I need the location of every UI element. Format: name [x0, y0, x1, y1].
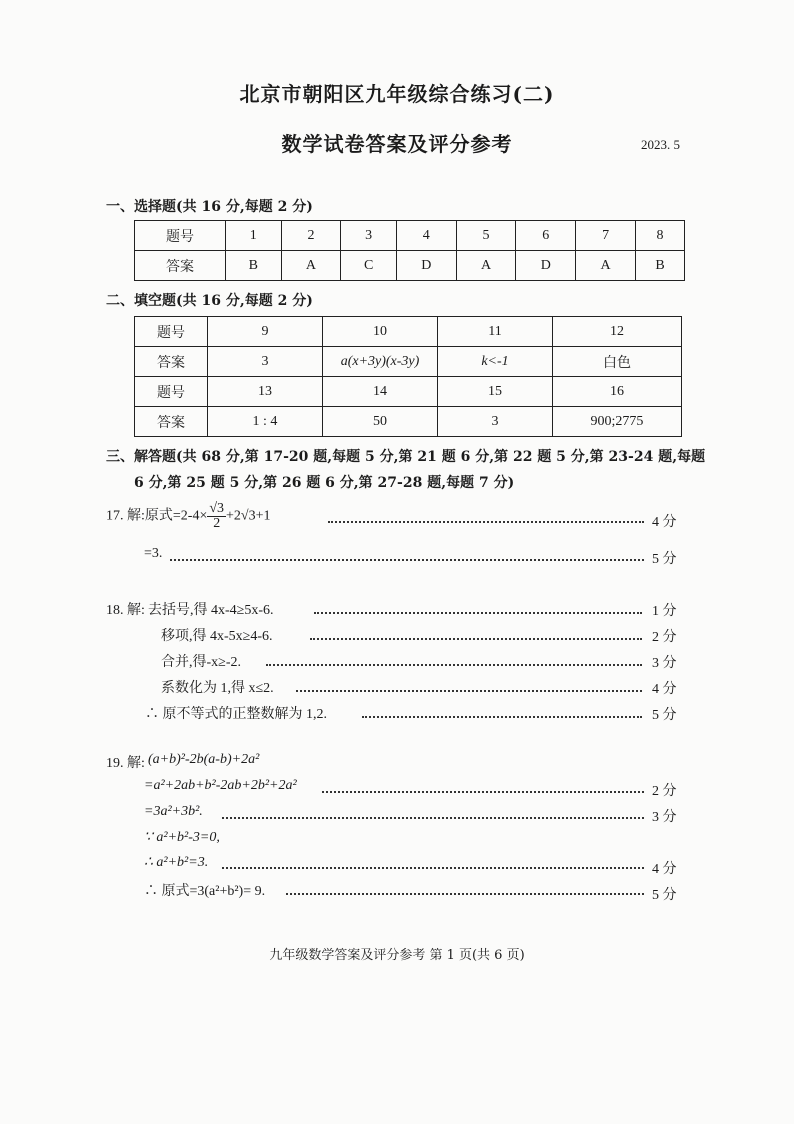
section1-table [134, 220, 685, 281]
section2-answer-row [135, 347, 682, 377]
leader-dots [170, 559, 644, 561]
section2-answer-row [135, 407, 682, 437]
q17-fraction [207, 502, 226, 531]
section2-question-row [135, 377, 682, 407]
q17-fraction-denominator: 2 [213, 516, 221, 531]
table-cell: 12 [553, 317, 682, 347]
q17-tail: +2√3+1 [226, 508, 271, 524]
table-cell: B [636, 251, 685, 281]
table-cell: 13 [208, 377, 323, 407]
table-cell: 4 [396, 221, 456, 251]
table-cell: 1 : 4 [208, 407, 323, 437]
section2-table [134, 316, 682, 437]
table-cell: a(x+3y)(x-3y) [323, 347, 438, 377]
q17-score1: 4 分 [652, 515, 677, 530]
table-cell: k<-1 [438, 347, 553, 377]
q19-score: 5 分 [652, 888, 677, 903]
table-cell: D [516, 251, 576, 281]
row-label: 答案 [135, 251, 226, 281]
leader-dots [222, 817, 644, 819]
row-label: 答案 [135, 347, 208, 377]
q17-fraction-numerator: √3 [209, 501, 225, 516]
leader-dots [286, 893, 644, 895]
document-subtitle: 数学试卷答案及评分参考 [281, 132, 513, 156]
section2-heading: 二、填空题(共 16 分,每题 2 分) [106, 293, 313, 309]
q19-score: 3 分 [652, 810, 677, 825]
page-footer: 九年级数学答案及评分参考 第 1 页(共 6 页) [269, 948, 525, 963]
section1-answer-row [135, 251, 685, 281]
q18-line: ∴ 原不等式的正整数解为 1,2. [145, 707, 327, 722]
q19-label: 19. 解: [106, 756, 145, 771]
table-cell: 6 [516, 221, 576, 251]
section1-question-row [135, 221, 685, 251]
table-cell: 900;2775 [553, 407, 682, 437]
q18-score: 5 分 [652, 708, 677, 723]
row-label: 答案 [135, 407, 208, 437]
leader-dots [296, 690, 642, 692]
q19-line: ∴ 原式=3(a²+b²)= 9. [144, 884, 266, 899]
leader-dots [310, 638, 642, 640]
row-label: 题号 [135, 317, 208, 347]
table-cell: 2 [281, 221, 341, 251]
q18-line: 去括号,得 4x-4≥5x-6. [148, 603, 274, 618]
q17-label: 17. 解:原式=2-4× [106, 508, 208, 524]
table-cell: B [226, 251, 282, 281]
leader-dots [266, 664, 642, 666]
row-label: 题号 [135, 221, 226, 251]
table-cell: 15 [438, 377, 553, 407]
table-cell: 9 [208, 317, 323, 347]
leader-dots [322, 791, 644, 793]
q18-score: 2 分 [652, 630, 677, 645]
leader-dots [314, 612, 642, 614]
table-cell: D [396, 251, 456, 281]
q17-score2: 5 分 [652, 552, 677, 567]
q19-line: =3a²+3b². [144, 804, 203, 819]
table-cell: 14 [323, 377, 438, 407]
section1-heading: 一、选择题(共 16 分,每题 2 分) [106, 199, 313, 215]
q19-line: ∴ a²+b²=3. [144, 855, 209, 870]
q18-line: 移项,得 4x-5x≥4-6. [161, 629, 273, 644]
q17-line2: =3. [144, 546, 163, 561]
q19-score: 4 分 [652, 862, 677, 877]
table-cell: 16 [553, 377, 682, 407]
document-date: 2023. 5 [641, 137, 680, 152]
table-cell: 白色 [553, 347, 682, 377]
table-cell: 8 [636, 221, 685, 251]
row-label: 题号 [135, 377, 208, 407]
q18-line: 合并,得-x≥-2. [161, 655, 242, 670]
table-cell: 50 [323, 407, 438, 437]
table-cell: A [576, 251, 636, 281]
q18-label: 18. 解: [106, 603, 145, 618]
table-cell: A [456, 251, 516, 281]
document-title: 北京市朝阳区九年级综合练习(二) [239, 82, 555, 106]
table-cell: 5 [456, 221, 516, 251]
leader-dots [362, 716, 642, 718]
leader-dots [222, 867, 644, 869]
section3-heading-line2: 6 分,第 25 题 5 分,第 26 题 6 分,第 27-28 题,每题 7 分) [134, 475, 515, 491]
table-cell: A [281, 251, 341, 281]
table-cell: 10 [323, 317, 438, 347]
q18-score: 4 分 [652, 682, 677, 697]
q18-score: 1 分 [652, 604, 677, 619]
section2-question-row [135, 317, 682, 347]
q19-line: (a+b)²-2b(a-b)+2a² [148, 752, 260, 767]
q18-score: 3 分 [652, 656, 677, 671]
q19-line: =a²+2ab+b²-2ab+2b²+2a² [144, 778, 297, 793]
q19-score: 2 分 [652, 784, 677, 799]
section3-heading-line1: 三、解答题(共 68 分,第 17-20 题,每题 5 分,第 21 题 6 分,第 22 题 5 分,第 23-24 题,每题 [106, 449, 706, 465]
q18-line: 系数化为 1,得 x≤2. [161, 681, 274, 696]
table-cell: 3 [438, 407, 553, 437]
table-cell: 11 [438, 317, 553, 347]
table-cell: 3 [208, 347, 323, 377]
leader-dots [328, 521, 644, 523]
table-cell: 1 [226, 221, 282, 251]
table-cell: 3 [341, 221, 397, 251]
q19-line: ∵ a²+b²-3=0, [144, 830, 220, 845]
table-cell: 7 [576, 221, 636, 251]
table-cell: C [341, 251, 397, 281]
q17-line1 [106, 502, 271, 531]
